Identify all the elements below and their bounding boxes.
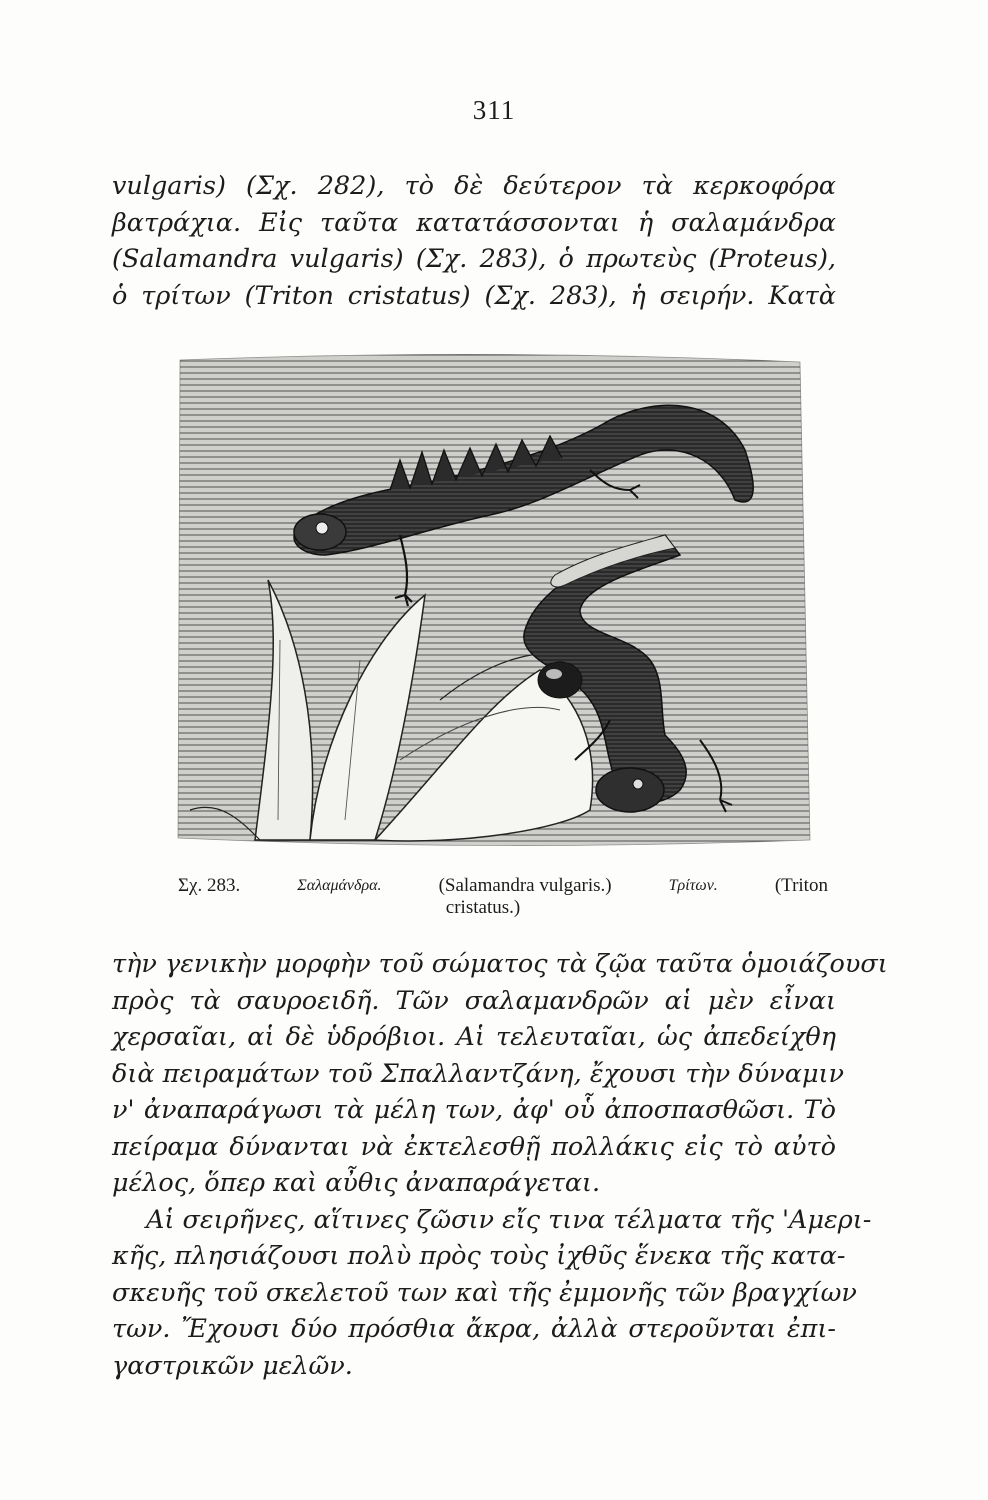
figure-label: Σχ. 283. <box>178 875 241 896</box>
text-line: (Salamandra vulgaris) (Σχ. 283), ὁ πρωτεὺς (Proteus), <box>112 244 836 274</box>
top-paragraph <box>112 168 836 314</box>
text-line: χερσαῖαι, αἱ δὲ ὑδρόβιοι. Αἱ τελευταῖαι, ὡς ἀπεδείχθη <box>112 1022 836 1052</box>
text-line: πείραμα δύνανται νὰ ἐκτελεσθῇ πολλάκις εἰς τὸ αὐτὸ <box>112 1131 836 1162</box>
salamander-triton-engraving <box>160 340 820 870</box>
text-line: τὴν γενικὴν μορφὴν τοῦ σώματος τὰ ζῷα ταῦτα ὁμοιάζουσι <box>112 949 888 979</box>
bottom-paragraphs <box>112 946 888 1384</box>
text-line: γαστρικῶν μελῶν. <box>112 1350 353 1381</box>
text-line: vulgaris) (Σχ. 282), τὸ δὲ δεύτερον τὰ κερκοφόρα <box>112 171 836 201</box>
text-line: μέλος, ὅπερ καὶ αὖθις ἀναπαράγεται. <box>112 1168 601 1198</box>
figure-caption <box>178 875 828 919</box>
text-line: βατράχια. Εἰς ταῦτα κατατάσσονται ἡ σαλαμάνδρα <box>112 207 836 238</box>
text-line: κῆς, πλησιάζουσι πολὺ πρὸς τοὺς ἰχθῦς ἕνεκα τῆς κατα- <box>112 1241 846 1271</box>
caption-name2-latin: (Triton <box>774 875 828 896</box>
text-line: Αἱ σειρῆνες, αἵτινες ζῶσιν εἴς τινα τέλματα τῆς 'Αμερι- <box>146 1204 872 1235</box>
page-number: 311 <box>472 95 516 125</box>
text-line: των. Ἔχουσι δύο πρόσθια ἄκρα, ἀλλὰ στεροῦνται ἐπι- <box>112 1314 836 1344</box>
text-line: σκευῆς τοῦ σκελετοῦ των καὶ τῆς ἐμμονῆς τῶν βραγχίων <box>112 1277 857 1308</box>
caption-name1-greek: Σαλαμάνδρα. <box>297 877 382 894</box>
text-line: ὁ τρίτων (Triton cristatus) (Σχ. 283), ἡ σειρήν. Κατὰ <box>112 280 836 311</box>
caption-name1-latin: (Salamandra vulgaris.) <box>438 875 612 896</box>
text-line: διὰ πειραμάτων τοῦ Σπαλλαντζάνη, ἔχουσι τὴν δύναμιν <box>112 1058 845 1089</box>
caption-name2-latin-continued: cristatus.) <box>445 897 521 918</box>
text-line: πρὸς τὰ σαυροειδῆ. Τῶν σαλαμανδρῶν αἱ μὲν εἶναι <box>112 985 836 1016</box>
text-line: ν' ἀναπαράγωσι τὰ μέλη των, ἀφ' οὗ ἀποσπασθῶσι. Τὸ <box>112 1095 836 1125</box>
caption-name2-greek: Τρίτων. <box>668 877 718 894</box>
